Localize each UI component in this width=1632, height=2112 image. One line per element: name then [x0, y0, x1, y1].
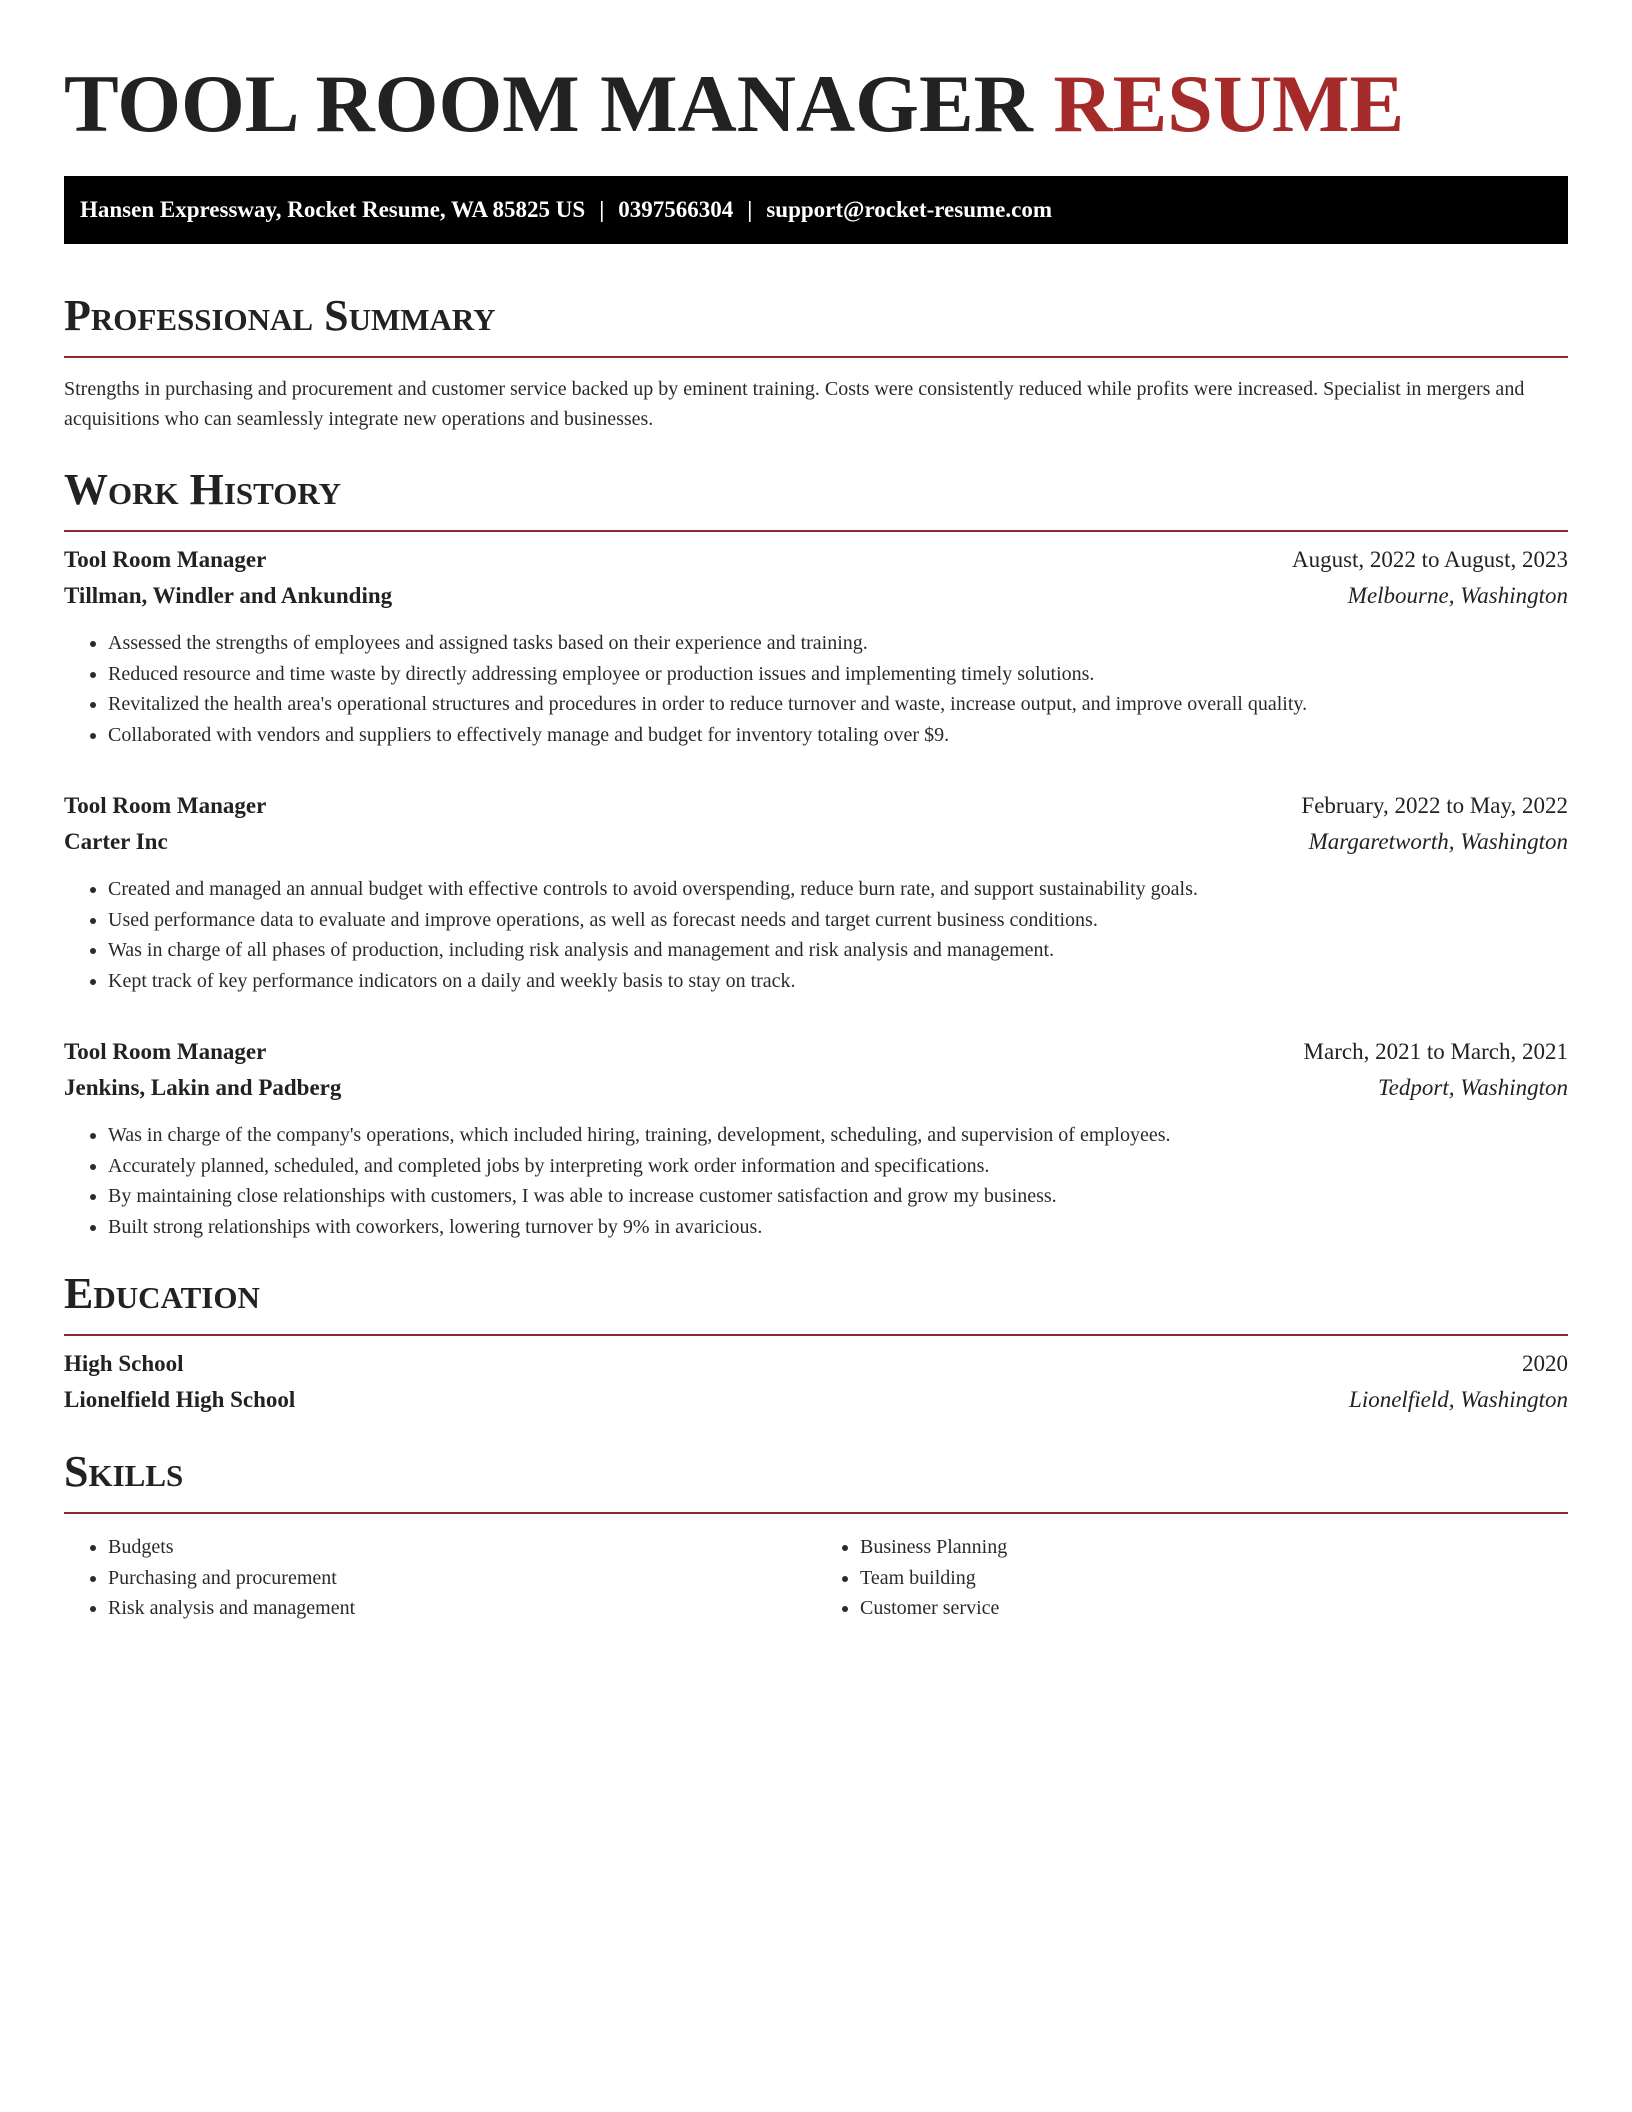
summary-section — [64, 288, 1568, 434]
list-item: • Was in charge of all phases of production, including risk analysis and management and risk analysis and management. — [108, 935, 1568, 966]
job-entry — [64, 542, 1568, 750]
skill-item: • Customer service — [860, 1593, 1568, 1624]
education-location: Lionelfield, Washington — [1349, 1387, 1568, 1412]
job-dates: February, 2022 to May, 2022 — [1301, 793, 1568, 818]
education-section — [64, 1266, 1568, 1418]
education-degree: High School — [64, 1351, 184, 1376]
education-school: Lionelfield High School — [64, 1387, 296, 1412]
list-item: • Created and managed an annual budget with effective controls to avoid overspending, reduce burn rate, and support sustainability goals. — [108, 874, 1568, 905]
list-item: • Kept track of key performance indicators on a daily and weekly basis to stay on track. — [108, 966, 1568, 997]
resume-title — [64, 54, 1568, 154]
job-bullets — [64, 874, 1568, 996]
list-item: • Reduced resource and time waste by directly addressing employee or production issues and implementing timely solutions. — [108, 659, 1568, 690]
contact-phone[interactable]: 0397566304 — [618, 197, 734, 222]
list-item: • Assessed the strengths of employees and assigned tasks based on their experience and training. — [108, 628, 1568, 659]
section-divider — [64, 356, 1568, 358]
section-heading: Skills — [64, 1447, 184, 1496]
list-item: • Was in charge of the company's operations, which included hiring, training, development, scheduling, and supervision of employees. — [108, 1120, 1568, 1151]
job-title: Tool Room Manager — [64, 1039, 267, 1064]
job-company-row — [64, 824, 1568, 860]
section-divider — [64, 1334, 1568, 1336]
education-header-row — [64, 1346, 1568, 1382]
job-bullets — [64, 1120, 1568, 1242]
work-history-section — [64, 462, 1568, 1242]
job-location: Margaretworth, Washington — [1308, 829, 1568, 854]
job-title: Tool Room Manager — [64, 793, 267, 818]
contact-email[interactable]: support@rocket-resume.com — [766, 197, 1052, 222]
job-dates: August, 2022 to August, 2023 — [1291, 547, 1568, 572]
section-heading: Work History — [64, 465, 342, 514]
job-entry — [64, 788, 1568, 996]
skill-item: • Risk analysis and management — [108, 1593, 816, 1624]
contact-separator: | — [747, 197, 753, 222]
list-item: • Collaborated with vendors and suppliers to effectively manage and budget for inventory totaling over $9. — [108, 720, 1568, 751]
job-company: Tillman, Windler and Ankunding — [64, 583, 393, 608]
job-entry — [64, 1034, 1568, 1242]
skills-grid — [64, 1518, 1568, 1624]
job-bullets — [64, 628, 1568, 750]
skill-item: • Business Planning — [860, 1532, 1568, 1563]
section-heading: Education — [64, 1269, 260, 1318]
job-company: Jenkins, Lakin and Padberg — [64, 1075, 342, 1100]
title-accent: RESUME — [1053, 58, 1405, 149]
job-company-row — [64, 1070, 1568, 1106]
skill-item: • Team building — [860, 1563, 1568, 1594]
job-header-row — [64, 542, 1568, 578]
job-company: Carter Inc — [64, 829, 168, 854]
job-location: Melbourne, Washington — [1347, 583, 1568, 608]
title-main: TOOL ROOM MANAGER — [64, 58, 1033, 149]
job-title: Tool Room Manager — [64, 547, 267, 572]
list-item: • Revitalized the health area's operational structures and procedures in order to reduce turnover and waste, increase output, and improve overall quality. — [108, 689, 1568, 720]
education-school-row — [64, 1382, 1568, 1418]
job-dates: March, 2021 to March, 2021 — [1303, 1039, 1568, 1064]
section-divider — [64, 1512, 1568, 1514]
section-heading: Professional Summary — [64, 291, 496, 340]
skill-item: • Budgets — [108, 1532, 816, 1563]
contact-address: Hansen Expressway, Rocket Resume, WA 85825 US — [80, 197, 586, 222]
education-year: 2020 — [1522, 1351, 1568, 1376]
job-header-row — [64, 788, 1568, 824]
skills-list-left — [64, 1532, 816, 1624]
job-location: Tedport, Washington — [1377, 1075, 1568, 1100]
section-divider — [64, 530, 1568, 532]
job-header-row — [64, 1034, 1568, 1070]
job-company-row — [64, 578, 1568, 614]
contact-separator: | — [599, 197, 605, 222]
skills-list-right — [816, 1532, 1568, 1624]
list-item: • Built strong relationships with coworkers, lowering turnover by 9% in avaricious. — [108, 1212, 1568, 1243]
list-item: • Accurately planned, scheduled, and completed jobs by interpreting work order information and specifications. — [108, 1151, 1568, 1182]
skill-item: • Purchasing and procurement — [108, 1563, 816, 1594]
list-item: • By maintaining close relationships with customers, I was able to increase customer satisfaction and grow my business. — [108, 1181, 1568, 1212]
summary-text: Strengths in purchasing and procurement and customer service backed up by eminent training. Costs were consistently reduced while profits were increased. Specialist in mergers and acquisitions who can seamlessly integrate new operations and businesses. — [64, 378, 1525, 430]
skills-section — [64, 1444, 1568, 1624]
list-item: • Used performance data to evaluate and improve operations, as well as forecast needs and target current business conditions. — [108, 905, 1568, 936]
contact-bar — [64, 176, 1568, 244]
